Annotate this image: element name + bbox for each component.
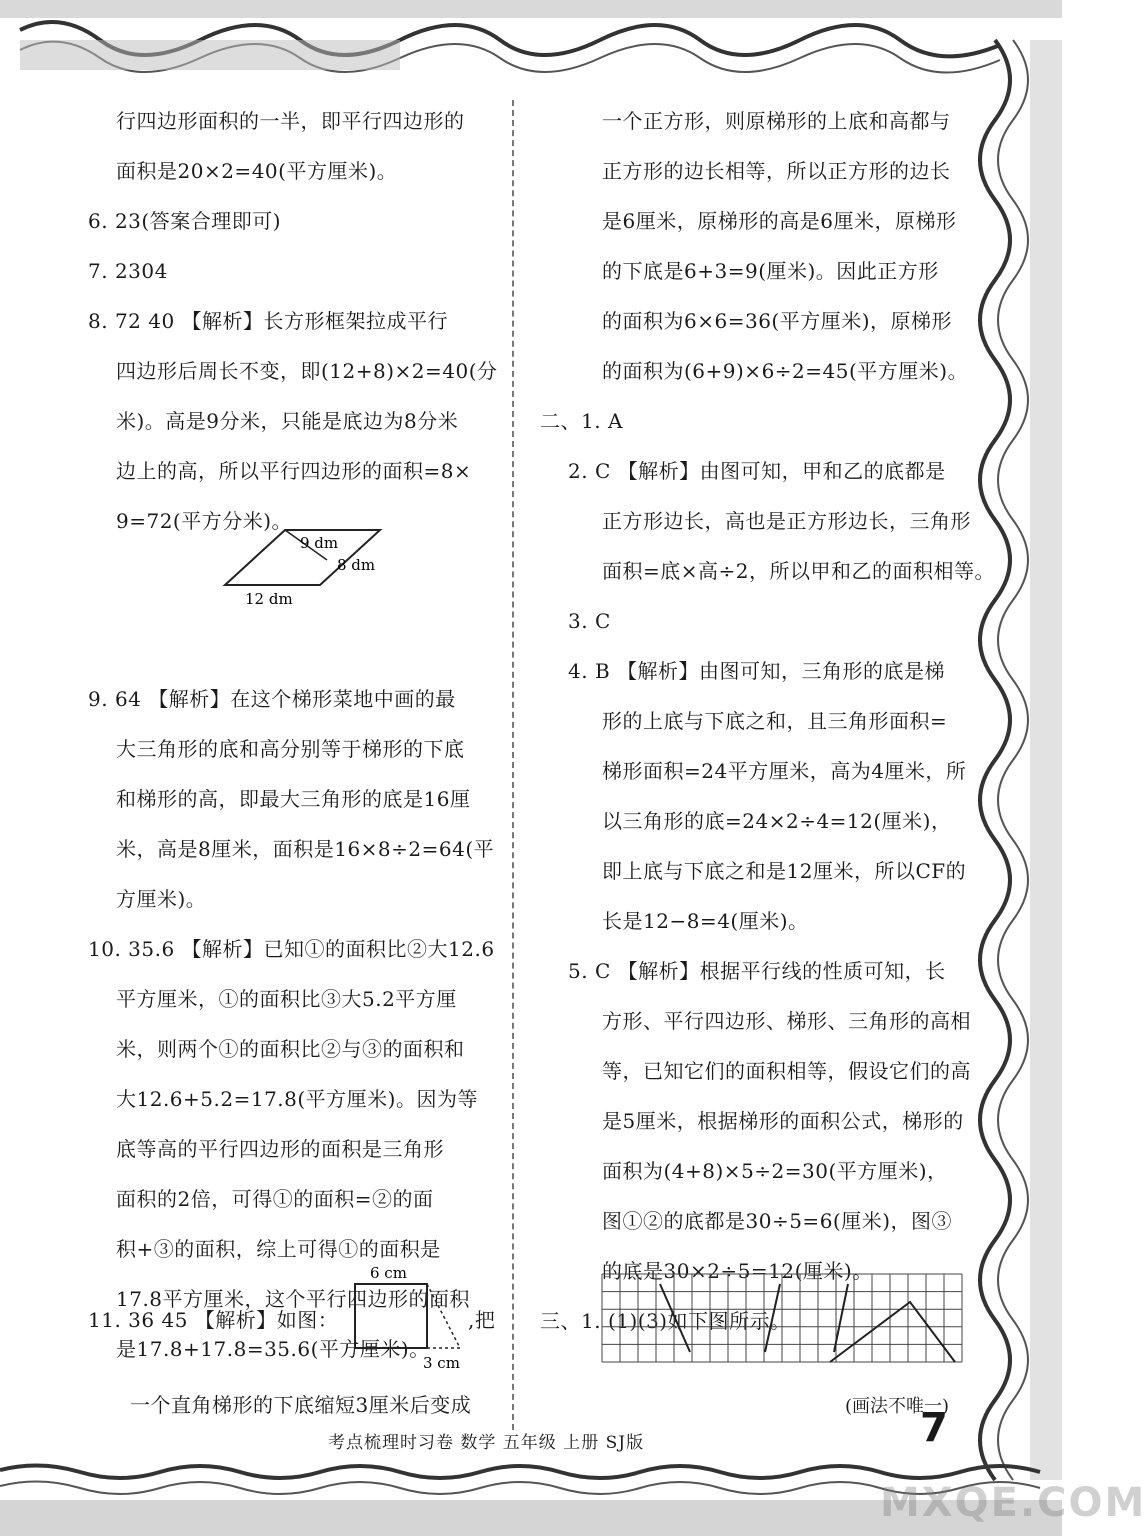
answer-9: 9. 64 【解析】在这个梯形菜地中画的最 [88,687,456,711]
label-3cm: 3 cm [423,1354,460,1372]
text-line: 面积是20×2=40(平方厘米)。 [116,159,398,183]
answer-6: 6. 23(答案合理即可) [88,209,281,233]
left-column [88,96,508,1374]
text-line: 的底是30×2÷5=12(厘米)。 [602,1259,873,1283]
label-12dm: 12 dm [245,590,293,608]
text-line: 大12.6+5.2=17.8(平方厘米)。因为等 [116,1087,478,1111]
text-line: 是17.8+17.8=35.6(平方厘米)。 [116,1337,430,1361]
text-line: 米)。高是9分米，只能是底边为8分米 [116,409,459,433]
text-line: 是6厘米，原梯形的高是6厘米，原梯形 [602,209,957,233]
label-8dm: 8 dm [337,556,376,574]
drawn-triangle [830,1302,955,1362]
label-9dm: 9 dm [300,534,339,552]
right-column [540,96,995,1346]
text-line: 方厘米)。 [116,887,207,911]
text-line: 正方形边长，高也是正方形边长，三角形 [602,509,971,533]
decorative-right-border [975,40,1062,1480]
text-line: 大三角形的底和高分别等于梯形的下底 [116,737,465,761]
grid-lines [602,1274,962,1362]
text-line: 面积为(4+8)×5÷2=30(平方厘米)， [602,1159,948,1183]
text-line: 正方形的边长相等，所以正方形的边长 [602,159,951,183]
text-line: 一个正方形，则原梯形的上底和高都与 [602,109,951,133]
section-2-answer-1: 二、1. A [540,409,623,433]
drawn-segment [765,1284,780,1352]
label-6cm: 6 cm [370,1264,407,1282]
watermark-logo: MXQE.COM [880,1480,1146,1526]
text-line: 是5厘米，根据梯形的面积公式，梯形的 [602,1109,964,1133]
footer-title: 考点梳理时习卷 数学 五年级 上册 SJ版 [328,1433,645,1453]
text-line: 平方厘米，①的面积比③大5.2平方厘 [116,987,457,1011]
answer-7: 7. 2304 [88,259,168,283]
text-line: 边上的高，所以平行四边形的面积=8× [116,459,472,483]
text-line: 等，已知它们的面积相等，假设它们的高 [602,1059,971,1083]
text-line: ,把 [468,1308,496,1332]
text-line: 的面积为(6+9)×6÷2=45(平方厘米)。 [602,359,969,383]
text-line: 17.8平方厘米，这个平行四边形的面积 [116,1287,471,1311]
text-line: 积+③的面积，综上可得①的面积是 [116,1237,441,1261]
text-line: 和梯形的高，即最大三角形的底是16厘 [116,787,471,811]
text-line: 形的上底与下底之和，且三角形面积= [602,709,948,733]
text-line: 的下底是6+3=9(厘米)。因此正方形 [602,259,939,283]
text-line: 四边形后周长不变，即(12+8)×2=40(分 [116,359,498,383]
section-2-answer-2: 2. C 【解析】由图可知，甲和乙的底都是 [568,459,946,483]
text-line: 米，则两个①的面积比②与③的面积和 [116,1037,465,1061]
answer-10: 10. 35.6 【解析】已知①的面积比②大12.6 [88,937,495,961]
parallelogram-figure [215,520,395,610]
text-line: 的面积为6×6=36(平方厘米)，原梯形 [602,309,953,333]
text-line: 米，高是8厘米，面积是16×8÷2=64(平 [116,837,495,861]
text-line: 图①②的底都是30÷5=6(厘米)，图③ [602,1209,953,1233]
section-2-answer-3: 3. C [568,609,611,633]
text-line: 9=72(平方分米)。 [116,509,293,533]
text-line: 梯形面积=24平方厘米，高为4厘米，所 [602,759,967,783]
text-line: 长是12−8=4(厘米)。 [602,909,809,933]
trapezoid-figure [345,1262,470,1374]
text-line: 底等高的平行四边形的面积是三角形 [116,1137,444,1161]
text-line: 面积=底×高÷2，所以甲和乙的面积相等。 [602,559,995,583]
decorative-top-border [0,0,1062,90]
column-divider [512,100,514,1430]
drawn-segment [660,1284,690,1352]
text-line: 即上底与下底之和是12厘米，所以CF的 [602,859,967,883]
text-line: 面积的2倍，可得①的面积=②的面 [116,1187,434,1211]
text-line: 以三角形的底=24×2÷4=12(厘米)， [602,809,952,833]
text-line: 方形、平行四边形、梯形、三角形的高相 [602,1009,971,1033]
text-line: 一个直角梯形的下底缩短3厘米后变成 [130,1393,472,1417]
section-2-answer-4: 4. B 【解析】由图可知，三角形的底是梯 [568,659,945,683]
answer-8: 8. 72 40 【解析】长方形框架拉成平行 [88,309,449,333]
section-2-answer-5: 5. C 【解析】根据平行线的性质可知，长 [568,959,946,983]
note-text: (画法不唯一) [845,1396,950,1417]
text-line: 行四边形面积的一半，即平行四边形的 [116,109,465,133]
answer-11: 11. 36 45 【解析】如图： [88,1308,339,1332]
page-number: 7 [920,1405,948,1451]
section-3-answer-1: 三、1. (1)(3)如下图所示。 [540,1309,791,1333]
grid-drawing [600,1272,965,1364]
